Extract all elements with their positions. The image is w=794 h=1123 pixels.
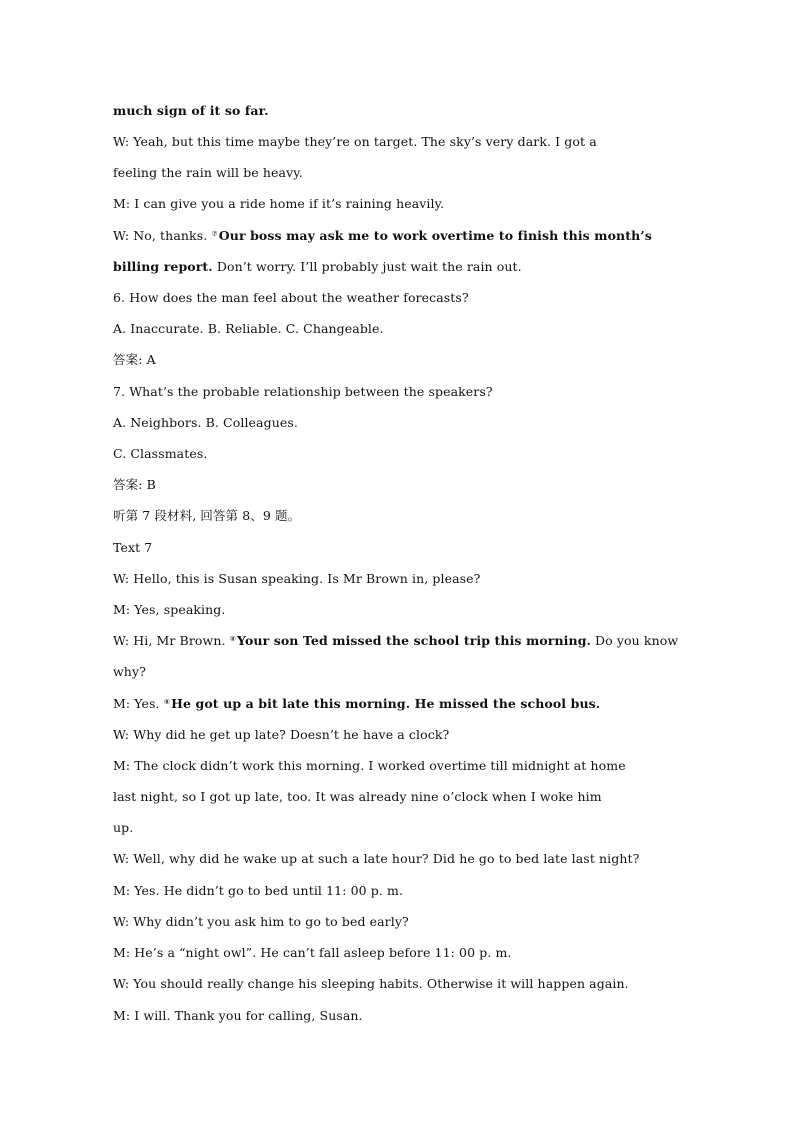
footnote-marker: ⑦: [211, 230, 218, 238]
text-span: 7. What’s the probable relationship between the speakers?: [113, 384, 493, 399]
text-line: [113, 134, 683, 150]
bold-text: Our boss may ask me to work overtime to finish this month’s: [218, 228, 652, 243]
text-line: [113, 352, 683, 368]
footnote-marker: ⑧: [163, 698, 171, 706]
text-span: why?: [113, 664, 146, 679]
text-span: M: Yes, speaking.: [113, 602, 226, 617]
text-line: [113, 696, 683, 712]
text-span: 答案: B: [113, 477, 156, 492]
text-span: C. Classmates.: [113, 446, 208, 461]
text-line: [113, 228, 683, 244]
text-span: feeling the rain will be heavy.: [113, 165, 303, 180]
text-span: W: Well, why did he wake up at such a late hour? Did he go to bed late last night?: [113, 851, 640, 866]
text-line: [113, 727, 683, 743]
text-span: W: Yeah, but this time maybe they’re on target. The sky’s very dark. I got a: [113, 134, 597, 149]
text-line: [113, 165, 683, 181]
text-line: [113, 789, 683, 805]
text-line: [113, 103, 683, 119]
footnote-marker: ⑧: [229, 635, 237, 643]
text-line: [113, 196, 683, 212]
text-span: M: The clock didn’t work this morning. I worked overtime till midnight at home: [113, 758, 626, 773]
text-span: A. Inaccurate. B. Reliable. C. Changeable.: [113, 321, 384, 336]
text-span: up.: [113, 820, 134, 835]
text-span: W: Why didn’t you ask him to go to bed early?: [113, 914, 409, 929]
text-line: [113, 259, 683, 275]
text-span: Text 7: [113, 540, 153, 555]
text-span: M: I can give you a ride home if it’s raining heavily.: [113, 196, 445, 211]
text-line: [113, 384, 683, 400]
text-span: M: Yes. He didn’t go to bed until 11: 00 p. m.: [113, 883, 404, 898]
text-span: W: You should really change his sleeping habits. Otherwise it will happen again.: [113, 976, 629, 991]
text-span: M: Yes.: [113, 696, 164, 711]
text-line: [113, 758, 683, 774]
text-line: [113, 820, 683, 836]
text-line: [113, 851, 683, 867]
text-line: [113, 321, 683, 337]
text-line: [113, 633, 683, 649]
text-span: W: Why did he get up late? Doesn’t he have a clock?: [113, 727, 450, 742]
text-span: W: No, thanks.: [113, 228, 212, 243]
text-line: [113, 1008, 683, 1024]
bold-text: much sign of it so far.: [113, 103, 269, 118]
text-span: A. Neighbors. B. Colleagues.: [113, 415, 298, 430]
text-span: Do you know: [590, 633, 679, 648]
text-span: 听第 7 段材料, 回答第 8、9 题。: [113, 508, 301, 523]
text-line: [113, 540, 683, 556]
text-line: [113, 415, 683, 431]
text-line: [113, 508, 683, 524]
text-span: M: I will. Thank you for calling, Susan.: [113, 1008, 363, 1023]
text-line: [113, 976, 683, 992]
text-line: [113, 945, 683, 961]
text-line: [113, 883, 683, 899]
text-span: W: Hello, this is Susan speaking. Is Mr Brown in, please?: [113, 571, 481, 586]
text-line: [113, 664, 683, 680]
text-span: 6. How does the man feel about the weather forecasts?: [113, 290, 469, 305]
text-span: M: He’s a “night owl”. He can’t fall asleep before 11: 00 p. m.: [113, 945, 512, 960]
text-line: [113, 914, 683, 930]
text-span: last night, so I got up late, too. It was already nine o’clock when I woke him: [113, 789, 602, 804]
text-line: [113, 477, 683, 493]
bold-text: Your son Ted missed the school trip this morning.: [237, 633, 591, 648]
text-span: W: Hi, Mr Brown.: [113, 633, 230, 648]
text-line: [113, 290, 683, 306]
text-line: [113, 571, 683, 587]
bold-text: billing report.: [113, 259, 213, 274]
text-line: [113, 602, 683, 618]
text-line: [113, 446, 683, 462]
bold-text: He got up a bit late this morning. He missed the school bus.: [171, 696, 601, 711]
text-span: 答案: A: [113, 352, 156, 367]
text-span: Don’t worry. I’ll probably just wait the rain out.: [212, 259, 522, 274]
